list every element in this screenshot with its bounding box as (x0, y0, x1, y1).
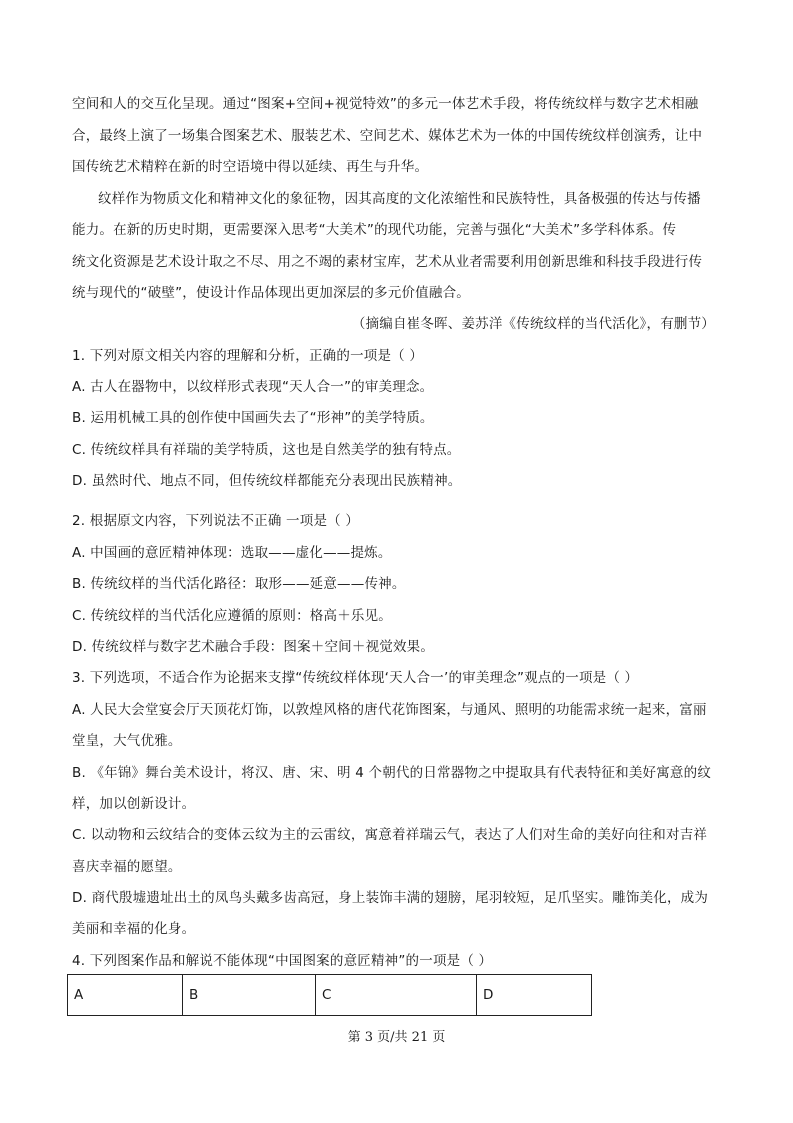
table-cell-c: C (316, 975, 477, 1016)
table-row (68, 975, 592, 1016)
page-footer: 第 3 页/共 21 页 (347, 1030, 446, 1045)
question-3-stem: 3. 下列选项，不适合作为论据来支撑“传统纹样体现‘天人合一’的审美理念”观点的一项是（ ） (72, 670, 639, 686)
question-4-table (67, 974, 592, 1016)
question-2-option-b: B. 传统纹样的当代活化路径：取形——延意——传神。 (72, 576, 406, 592)
question-2-option-d: D. 传统纹样与数字艺术融合手段：图案＋空间＋视觉效果。 (72, 639, 435, 655)
question-3-option-d: D. 商代殷墟遗址出土的凤鸟头戴多齿高冠，身上装饰丰满的翅膀，尾羽较短，足爪坚实。雕饰美化，成为 (72, 890, 709, 906)
question-3-option-a: A. 人民大会堂宴会厅天顶花灯饰，以敦煌风格的唐代花饰图案，与通风、照明的功能需求统一起来，富丽 (72, 702, 707, 718)
passage-source: （摘编自崔冬晖、姜苏洋《传统纹样的当代活化》，有删节） (351, 316, 715, 332)
passage-line: 空间和人的交互化呈现。通过“图案+空间+视觉特效”的多元一体艺术手段，将传统纹样与数字艺术相融 (72, 96, 699, 112)
question-3-option-c-cont: 喜庆幸福的愿望。 (72, 859, 182, 875)
question-3-option-b-cont: 样，加以创新设计。 (72, 796, 196, 812)
passage-line: 统文化资源是艺术设计取之不尽、用之不竭的素材宝库，艺术从业者需要利用创新思维和科技手段进行传 (72, 254, 703, 270)
question-3-option-b: B. 《年锦》舞台美术设计，将汉、唐、宋、明 4 个朝代的日常器物之中提取具有代表特征和美好寓意的纹 (72, 765, 712, 781)
question-4-stem: 4. 下列图案作品和解说不能体现“中国图案的意匠精神”的一项是（ ） (72, 953, 493, 969)
passage-line: 统与现代的“破壁”，使设计作品体现出更加深层的多元价值融合。 (72, 285, 470, 301)
question-1-option-d: D. 虽然时代、地点不同，但传统纹样都能充分表现出民族精神。 (72, 473, 462, 489)
table-cell-d: D (477, 975, 592, 1016)
question-2-stem: 2. 根据原文内容，下列说法不正确 一项是（ ） (72, 513, 360, 529)
question-1-stem: 1. 下列对原文相关内容的理解和分析，正确的一项是（ ） (72, 348, 424, 364)
question-1-option-b: B. 运用机械工具的创作使中国画失去了“形神”的美学特质。 (72, 410, 434, 426)
question-1-option-c: C. 传统纹样具有祥瑞的美学特质，这也是自然美学的独有特点。 (72, 442, 461, 458)
question-3-option-d-cont: 美丽和幸福的化身。 (72, 921, 196, 937)
table-cell-b: B (183, 975, 316, 1016)
passage-line: 能力。在新的历史时期，更需要深入思考“大美术”的现代功能，完善与强化“大美术”多学科体系。传 (72, 222, 677, 238)
question-3-option-a-cont: 堂皇，大气优雅。 (72, 733, 182, 749)
passage-line: 国传统艺术精粹在新的时空语境中得以延续、再生与升华。 (72, 159, 429, 175)
question-2-option-a: A. 中国画的意匠精神体现：选取——虚化——提炼。 (72, 545, 392, 561)
table-cell-a: A (68, 975, 183, 1016)
passage-line: 纹样作为物质文化和精神文化的象征物，因其高度的文化浓缩性和民族特性，具备极强的传达与传播 (98, 191, 701, 207)
question-2-option-c: C. 传统纹样的当代活化应遵循的原则：格高＋乐见。 (72, 608, 393, 624)
question-3-option-c: C. 以动物和云纹结合的变体云纹为主的云雷纹，寓意着祥瑞云气，表达了人们对生命的美好向往和对吉祥 (72, 827, 708, 843)
question-1-option-a: A. 古人在器物中，以纹样形式表现“天人合一”的审美理念。 (72, 379, 434, 395)
passage-line: 合，最终上演了一场集合图案艺术、服装艺术、空间艺术、媒体艺术为一体的中国传统纹样创演秀，让中 (72, 128, 703, 144)
